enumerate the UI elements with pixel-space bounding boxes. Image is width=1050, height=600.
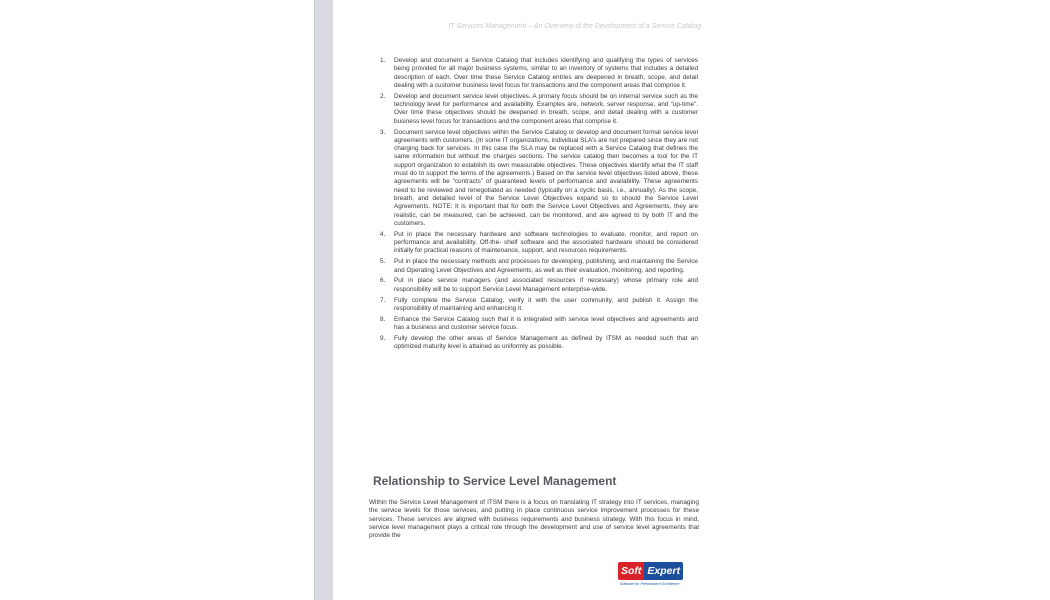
list-item-number: 2.: [380, 92, 386, 100]
list-item-number: 1.: [380, 57, 386, 64]
list-item-number: 6.: [380, 277, 386, 285]
list-item: [375, 297, 698, 314]
viewer-scroll-gutter[interactable]: [314, 0, 334, 600]
running-head: IT Services Management – An Overview of the Development of a Service Catalog: [448, 23, 701, 30]
list-item-number: 7.: [380, 296, 386, 304]
list-item-text: Put in place the necessary methods and processes for developing, publishing, and maintaining the Service and Operating Level Objectives and Agreements, as well as their evaluation, monitoring, and reporting.: [394, 258, 698, 274]
list-item: [375, 57, 698, 90]
list-item-number: 5.: [380, 258, 386, 266]
list-item: [375, 258, 698, 275]
list-item-number: 4.: [380, 230, 386, 238]
list-item: [375, 231, 698, 256]
list-item: [375, 335, 698, 352]
logo-tagline: Software for Performance Excellence: [620, 582, 680, 586]
list-item-text: Develop and document service level objectives. A primary focus should be on internal service such as the technology level for performance and availability. Examples are, network, server response, and “up-time”. Over time these objectives should be deepened in breath, scope, and detail dealing with a customer business level focus for transactions and the component areas that comprise it.: [394, 92, 698, 125]
list-item-text: Fully complete the Service Catalog, verify it with the user community, and publish it. Assign the responsibility of maintaining and enhancing it.: [394, 296, 698, 312]
logo-wordmark: [618, 562, 700, 580]
body-paragraph: Within the Service Level Management of ITSM there is a focus on translating IT strategy into IT services, managing the service levels for those services, and putting in place continuous service improvement processes for these services. These services are aligned with business requirements and business strategy. With this focus in mind, service level management plays a critical role through the development and use of service level agreements that provide the: [369, 499, 699, 540]
list-item-text: Fully develop the other areas of Service Management as defined by ITSM as needed such that an optimized maturity level is attained as uniformly as possible.: [394, 334, 698, 351]
section-heading: Relationship to Service Level Management: [373, 474, 617, 488]
list-item: [375, 316, 698, 333]
softexpert-logo: [618, 562, 700, 592]
list-item-number: 9.: [380, 334, 386, 342]
logo-part-expert: Expert: [644, 562, 683, 580]
list-item-text: Put in place service managers (and associated resources if necessary) whose primary role and responsibility will be to support Service Level Management enterprise-wide.: [394, 277, 698, 293]
list-item: [375, 93, 698, 126]
list-item-text: Develop and document a Service Catalog that includes identifying and qualifying the types of services being provided for all major business systems, similar to an inventory of systems that includes a detailed description of each. Over time these Service Catalog entries are deepened in breath, scope, and detail dealing with a customer business level focus for transactions and the component areas that comprise it.: [394, 57, 698, 89]
list-item-text: Enhance the Service Catalog such that it is integrated with service level objectives and agreements and has a business and customer service focus.: [394, 315, 698, 332]
list-item: [375, 129, 698, 229]
list-item-number: 8.: [380, 315, 386, 323]
steps-list: [375, 57, 698, 354]
list-item-number: 3.: [380, 128, 386, 136]
list-item-text: Put in place the necessary hardware and software technologies to evaluate, monitor, and report on performance and availability. Off-the- shelf software and the associated hardware should be considered initially for practical reasons of maintenance, support, and resources requirements.: [394, 230, 698, 255]
logo-part-soft: Soft: [618, 562, 644, 580]
list-item: [375, 277, 698, 294]
list-item-text: Document service level objectives within the Service Catalog or develop and document formal service level agreements with customers. (In some IT organizations, individual SLA’s are not prepared since they are not charging back for services. In this case the SLA may be replaced with a Service Catalog that defines the same information but without the charges sections. The service catalog then becomes a tool for the IT support organization to establish its own measurable objectives. These objectives identify what the IT staff must do to support the terms of the agreements.) Based on the service level objectives listed above, these agreements will be “contracts” of guaranteed levels of performance and availability. These agreements need to be reviewed and renegotiated as needed (typically on a cyclic basis, i.e., annually). As the scope, breath, and detailed level of the Service Level Objectives expand so to should the Service Level Agreements. NOTE: It is important that for both the Service Level Objectives and Agreements, they are realistic, can be measured, can be achieved, can be monitored, and are agreed to by both IT and the customers.: [394, 128, 698, 227]
document-page: [333, 0, 741, 600]
